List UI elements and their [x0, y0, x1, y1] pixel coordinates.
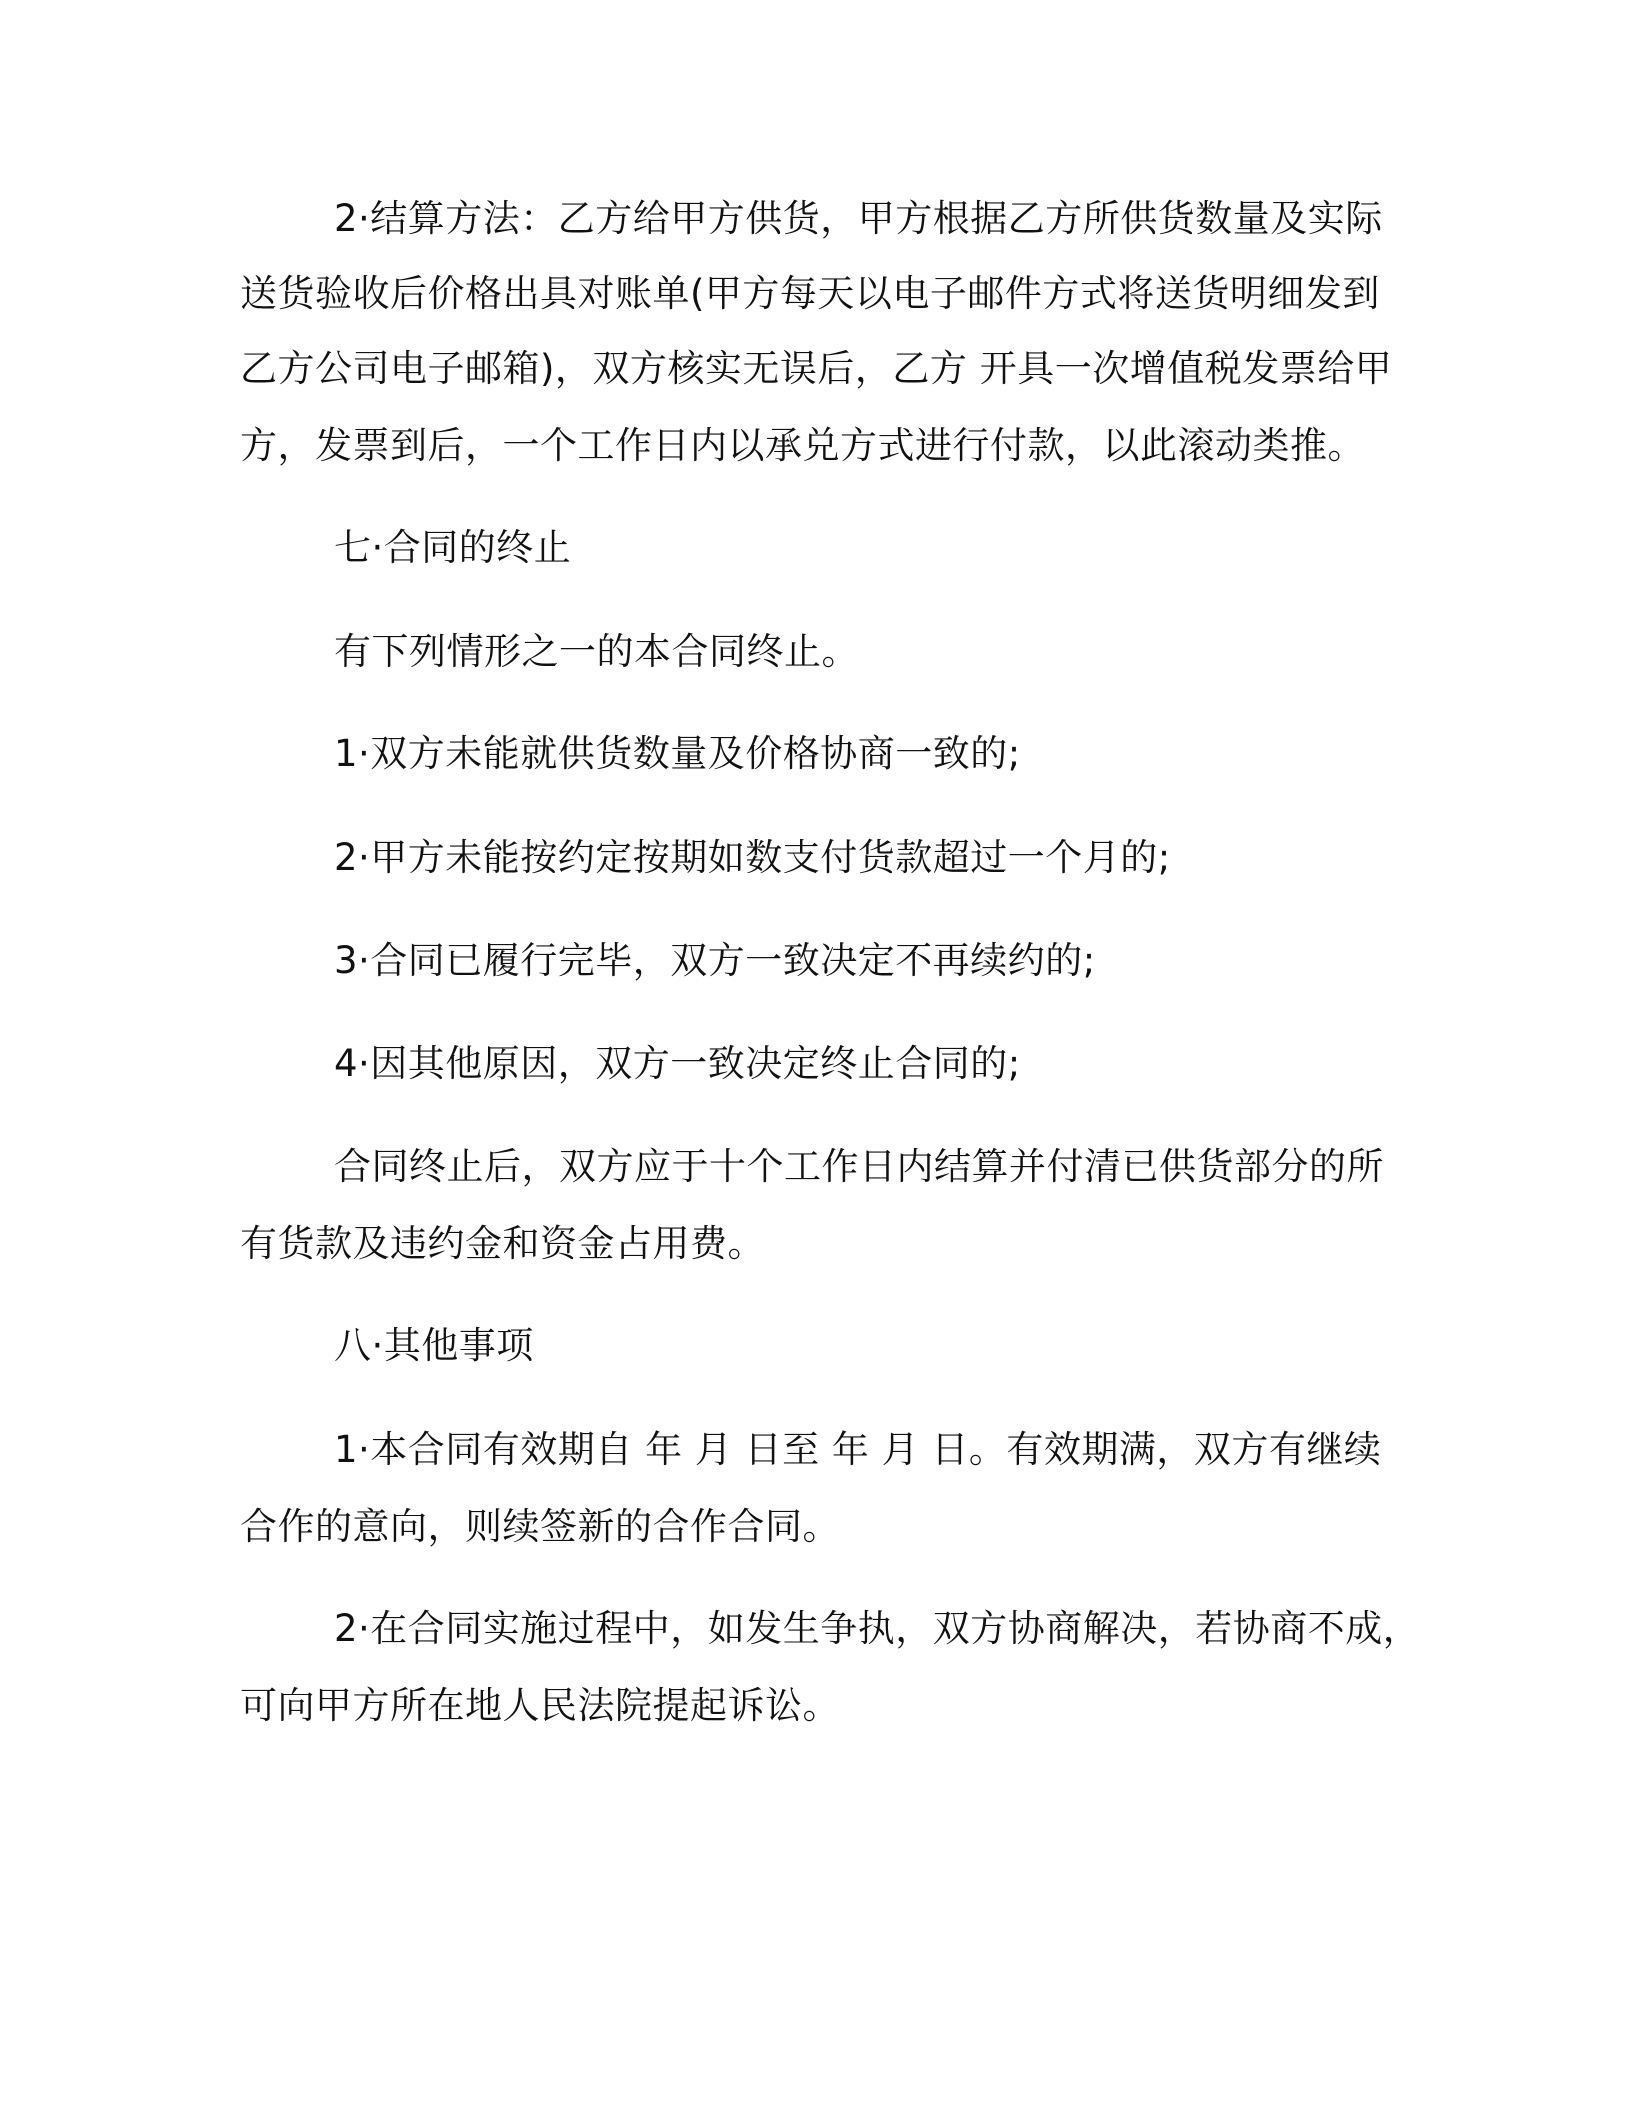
settlement-method-line-1: 2·结算方法：乙方给甲方供货，甲方根据乙方所供货数量及实际	[334, 197, 1383, 240]
termination-intro: 有下列情形之一的本合同终止。	[334, 630, 859, 673]
other-item-1-line-1: 1·本合同有效期自 年 月 日至 年 月 日。有效期满，双方有继续	[334, 1428, 1382, 1471]
termination-item-1: 1·双方未能就供货数量及价格协商一致的;	[334, 732, 1021, 775]
settlement-method-line-4: 方，发票到后，一个工作日内以承兑方式进行付款，以此滚动类推。	[240, 424, 1365, 467]
other-item-1-line-2: 合作的意向，则续签新的合作合同。	[240, 1505, 840, 1548]
termination-item-3: 3·合同已履行完毕，双方一致决定不再续约的;	[334, 939, 1096, 982]
settlement-method-line-2: 送货验收后价格出具对账单(甲方每天以电子邮件方式将送货明细发到	[240, 272, 1380, 315]
termination-settlement-line-2: 有货款及违约金和资金占用费。	[240, 1222, 765, 1265]
section-eight-heading: 八·其他事项	[334, 1324, 534, 1367]
section-seven-heading: 七·合同的终止	[334, 526, 572, 569]
other-item-2-line-1: 2·在合同实施过程中，如发生争执，双方协商解决，若协商不成，	[334, 1607, 1421, 1650]
other-item-2-line-2: 可向甲方所在地人民法院提起诉讼。	[240, 1684, 840, 1727]
termination-item-2: 2·甲方未能按约定按期如数支付货款超过一个月的;	[334, 836, 1171, 879]
termination-item-4: 4·因其他原因，双方一致决定终止合同的;	[334, 1042, 1021, 1085]
settlement-method-line-3: 乙方公司电子邮箱)，双方核实无误后，乙方 开具一次增值税发票给甲	[240, 347, 1393, 390]
termination-settlement-line-1: 合同终止后，双方应于十个工作日内结算并付清已供货部分的所	[334, 1145, 1384, 1188]
